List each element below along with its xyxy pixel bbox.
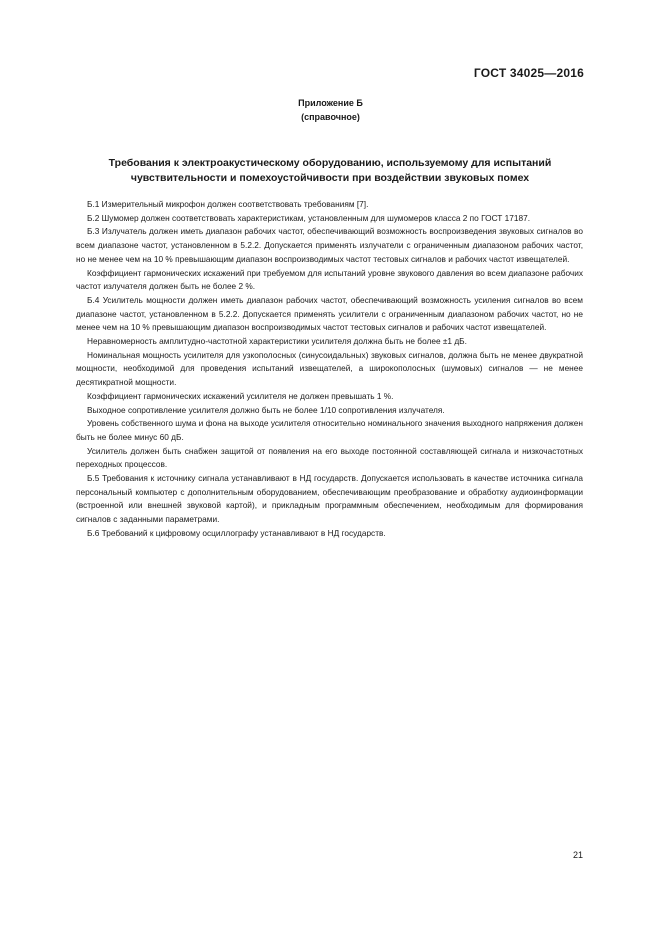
paragraph: Б.1 Измерительный микрофон должен соответствовать требованиям [7]. bbox=[87, 199, 369, 209]
section-title bbox=[80, 156, 580, 186]
paragraph: Б.3 Излучатель должен иметь диапазон рабочих частот, обеспечивающий возможность воспроизведения звуковых сигналов во всем диапазоне частот, установленном в 5.2.2. Допускается применять излучатели с ограниченным диапазоном рабочих частот, но не менее чем на 10 % превышающим диапазон воспроизводимых частот тестовых сигналов и рабочих частот извещателей. bbox=[76, 226, 583, 264]
section-title-line-1: Требования к электроакустическому оборудованию, используемому для испытаний bbox=[108, 157, 552, 169]
paragraph: Усилитель должен быть снабжен защитой от появления на его выходе постоянной составляющей сигнала и низкочастотных переходных процессов. bbox=[76, 445, 583, 470]
paragraph: Неравномерность амплитудно-частотной характеристики усилителя должна быть не более ±1 дБ. bbox=[87, 336, 467, 347]
paragraph: Уровень собственного шума и фона на выходе усилителя относительно номинального значения выходного напряжения должен быть не более минус 60 дБ. bbox=[76, 418, 583, 442]
page-number: 21 bbox=[572, 850, 583, 860]
paragraph: Б.4 Усилитель мощности должен иметь диапазон рабочих частот, обеспечивающий возможность усиления сигналов во всем диапазоне частот, установленном в 5.2.2. Допускается применять усилители с ограниченным диапазоном рабочих частот, но не менее чем на 10 % превышающим диапазон воспроизводимых частот тестовых сигналов и рабочих частот извещателей. bbox=[76, 294, 583, 333]
paragraph: Коэффициент гармонических искажений при требуемом для испытаний уровне звукового давления во всем диапазоне рабочих частот излучателя должен быть не более 2 %. bbox=[76, 267, 583, 292]
appendix-label: Приложение Б bbox=[298, 98, 363, 108]
paragraph: Б.5 Требования к источнику сигнала устанавливают в НД государств. Допускается использовать в качестве источника сигнала персональный компьютер с дополнительным оборудованием, обеспечивающим преобразование и обработку аудиоинформации (встроенной или внешней звуковой картой), и прикладным программным обеспечением, необходимым для формирования сигналов с заданными параметрами. bbox=[76, 473, 583, 525]
body-text bbox=[76, 198, 583, 541]
paragraph: Б.6 Требований к цифровому осциллографу устанавливают в НД государств. bbox=[87, 527, 386, 538]
paragraph: Выходное сопротивление усилителя должно быть не более 1/10 сопротивления излучателя. bbox=[87, 404, 445, 415]
paragraph: Коэффициент гармонических искажений усилителя не должен превышать 1 %. bbox=[87, 390, 394, 401]
appendix-type: (справочное) bbox=[301, 112, 360, 122]
section-title-line-2: чувствительности и помехоустойчивости при воздействии звуковых помех bbox=[130, 172, 530, 184]
document-code: ГОСТ 34025—2016 bbox=[473, 66, 584, 80]
paragraph: Б.2 Шумомер должен соответствовать характеристикам, установленным для шумомеров класса 2 по ГОСТ 17187. bbox=[87, 212, 531, 223]
paragraph: Номинальная мощность усилителя для узкополосных (синусоидальных) звуковых сигналов, должна быть не менее двукратной мощности, необходимой для проведения испытаний извещателей, а широкополосных (шумовых) сигналов — не менее десятикратной мощности. bbox=[76, 349, 583, 388]
appendix-heading bbox=[0, 96, 661, 124]
